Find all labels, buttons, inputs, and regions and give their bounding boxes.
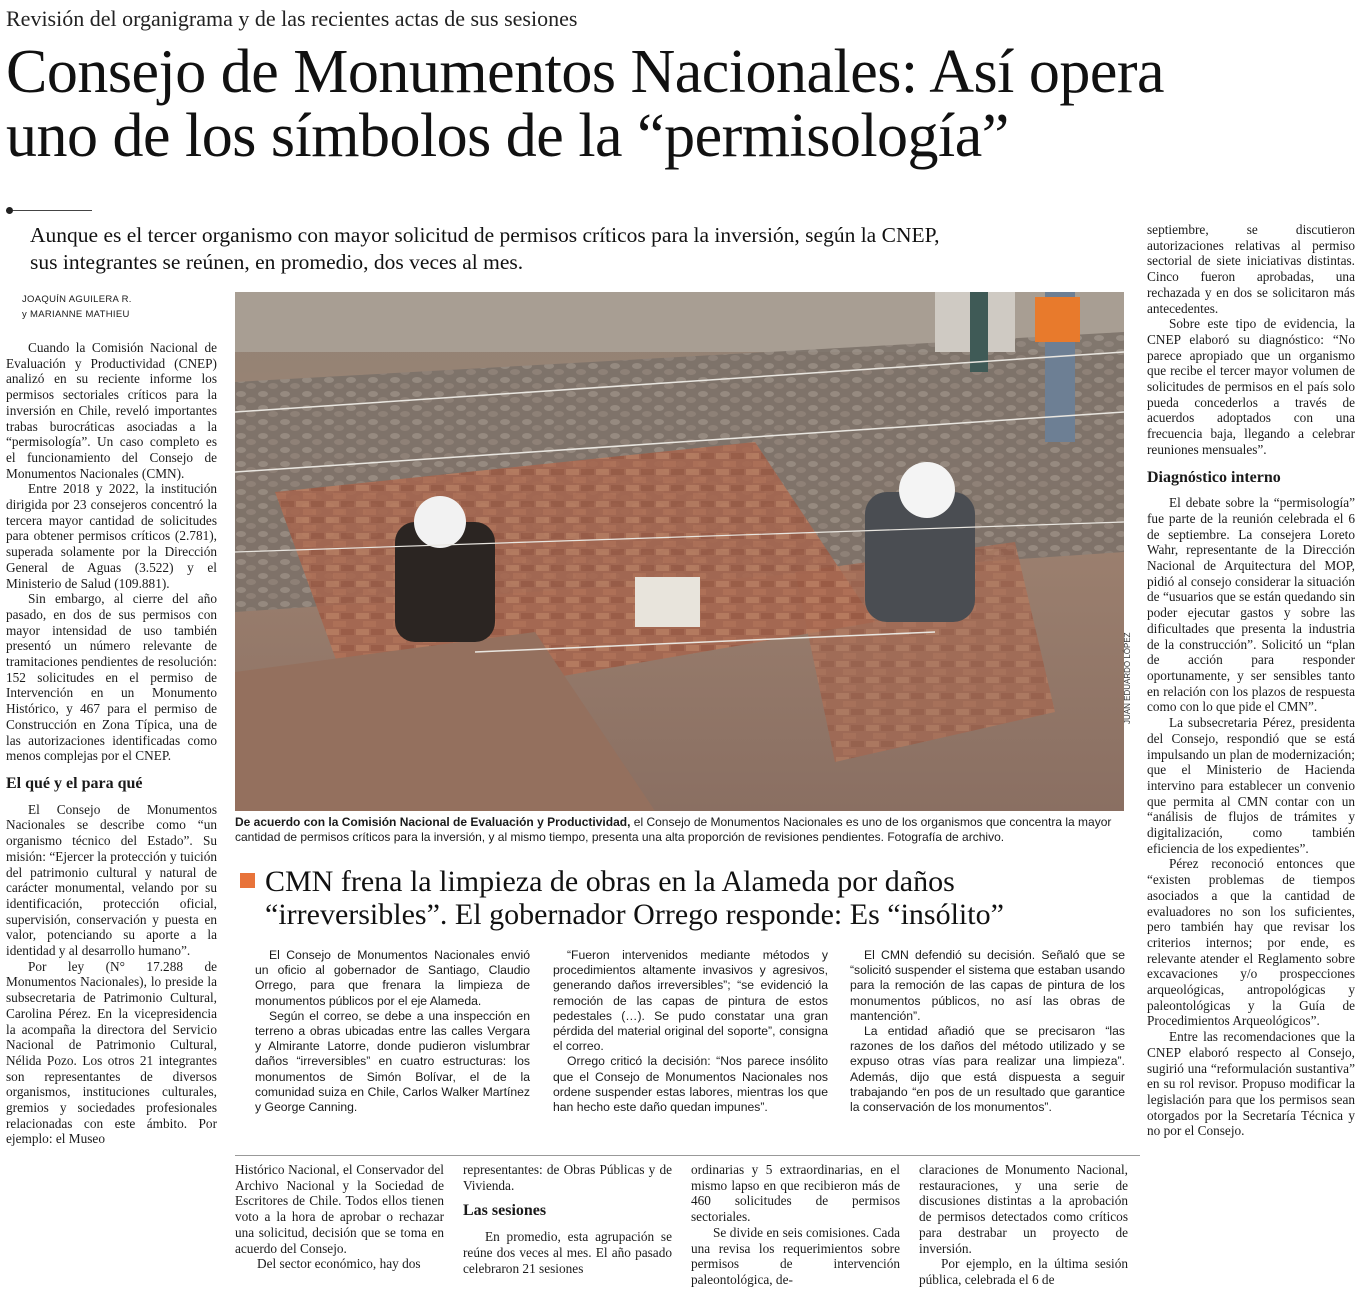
- paragraph: Histórico Nacional, el Conservador del Archivo Nacional y la Sociedad de Escritores de Chile. Todos ellos tienen voto a la hora de aprobar o rechazar una solicitud, decisión que se toma en acuerdo del Consejo.: [235, 1162, 444, 1256]
- paragraph: claraciones de Monumento Nacional, restauraciones, y una serie de discusiones distintas a la aprobación de permisos detectados como críticos para destrabar un proyecto de inversión.: [919, 1162, 1128, 1256]
- paragraph: ordinarias y 5 extraordinarias, en el mismo lapso en que recibieron más de 460 solicitudes de permisos sectoriales.: [691, 1162, 900, 1225]
- column-4-bottom: [691, 1162, 900, 1288]
- box-headline: [240, 865, 1140, 931]
- box-headline-line-1: [240, 865, 1140, 898]
- byline-author-2: y MARIANNE MATHIEU: [22, 309, 130, 320]
- excavation-photo-illustration: [235, 292, 1124, 811]
- subheadline: [30, 222, 1140, 276]
- paragraph: El debate sobre la “permisología” fue parte de la reunión celebrada el 6 de septiembre. La consejera Loreto Wahr, representante de la Dirección Nacional de Arquitectura del MOP, pidió al consejo considerar la situación de “usuarios que se están quedando sin poder ejecutar gastos y sobre las dificultades que presenta la industria de la construcción”. Solicitó un “plan de acción para responder oportunamente, y ser sensibles tanto en relación con los plazos de respuesta como con lo que pide el CMN”.: [1147, 495, 1355, 715]
- box-column-1: [255, 948, 530, 1115]
- photo-caption: [235, 815, 1140, 845]
- column-6: [1147, 222, 1355, 1139]
- caption-text: el Consejo de Monumentos Nacionales es uno de los organismos que concentra la mayor cantidad de permisos críticos para la inversión, y al mismo tiempo, presenta una alta proporción de revisiones pendientes. Fotografía de archivo.: [235, 815, 1112, 844]
- paragraph: Cuando la Comisión Nacional de Evaluación y Productividad (CNEP) analizó en su reciente informe los permisos sectoriales críticos para la inversión en Chile, reveló importantes trabas burocráticas asociadas a la “permisología”. Un caso completo es el funcionamiento del Consejo de Monumentos Nacionales (CMN).: [6, 340, 217, 481]
- paragraph: Según el correo, se debe a una inspección en terreno a obras ubicadas entre las calles Vergara y Almirante Latorre, donde pudieron vislumbrar daños “irreversibles” en cuatro estructuras: los monumentos de Simón Bolívar, el de la comunidad suiza en Chile, Carlos Walker Martínez y George Canning.: [255, 1008, 530, 1115]
- paragraph: Sobre este tipo de evidencia, la CNEP elaboró su diagnóstico: “No parece apropiado que un organismo que recibe el tercer mayor volumen de solicitudes de permisos en el país solo pueda concederlos a través de acuerdos adoptados con una frecuencia baja, llegando a celebrar reuniones mensuales”.: [1147, 316, 1355, 457]
- paragraph: La entidad añadió que se precisaron “las razones de los daños del método utilizado y se expuso otras vías para realizar una limpieza”. Además, dijo que está dispuesta a seguir trabajando “en pos de un resultado que garantice la conservación de los monumentos”.: [850, 1024, 1125, 1115]
- headline-line-2: uno de los símbolos de la “permisología”: [6, 102, 1009, 170]
- paragraph: Por ejemplo, en la última sesión pública, celebrada el 6 de: [919, 1256, 1128, 1287]
- subheadline-line-1: Aunque es el tercer organismo con mayor solicitud de permisos críticos para la inversión, según la CNEP,: [30, 223, 940, 247]
- article-photo: [235, 292, 1124, 811]
- decorative-rule: [6, 210, 92, 211]
- photo-credit: JUAN EDUARDO LÓPEZ: [1123, 632, 1132, 724]
- box-divider: [235, 1155, 1140, 1156]
- subhead-el-que: El qué y el para qué: [6, 774, 143, 792]
- paragraph: Entre 2018 y 2022, la institución dirigida por 23 consejeros concentró la tercera mayor cantidad de solicitudes para obtener permisos críticos (2.781), superada solamente por la Dirección General de Aguas (3.522) y el Ministerio de Salud (109.881).: [6, 481, 217, 591]
- caption-bold: De acuerdo con la Comisión Nacional de Evaluación y Productividad,: [235, 815, 631, 829]
- paragraph: Pérez reconoció entonces que “existen problemas de tiempos asociados a que la cantidad de evaluadores no son los suficientes, pero también hay que revisar los criterios internos; por ende, es relevante atender el Reglamento sobre excavaciones y/o prospecciones arqueológicas, antropológicas y paleontológicas y la Guía de Procedimientos Arqueológicos”.: [1147, 856, 1355, 1029]
- paragraph: Sin embargo, al cierre del año pasado, en dos de sus permisos con mayor intensidad de uso también presentó un número relevante de tramitaciones pendientes de resolución: 152 solicitudes en el permiso de Intervención en un Monumento Histórico, y 467 para el permiso de Construcción en Zona Típica, una de las autorizaciones identificadas como menos complejas por el CNEP.: [6, 591, 217, 764]
- column-2-bottom: [235, 1162, 444, 1272]
- column-1: [6, 340, 217, 1147]
- byline-author-1: JOAQUÍN AGUILERA R.: [22, 294, 132, 305]
- orange-square-icon: [240, 873, 255, 888]
- byline: [22, 292, 132, 322]
- paragraph: representantes: de Obras Públicas y de Vivienda.: [463, 1162, 672, 1193]
- paragraph: “Fueron intervenidos mediante métodos y procedimientos altamente invasivos y agresivos, generando daños irreversibles”; “se evidenció la remoción de las capas de pintura de estos pedestales (…). Se pudo constatar una gran pérdida del material original del soporte”, consigna el correo.: [553, 948, 828, 1054]
- kicker: Revisión del organigrama y de las recientes actas de sus sesiones: [6, 6, 578, 31]
- headline-line-1: Consejo de Monumentos Nacionales: Así opera: [6, 38, 1165, 106]
- paragraph: Entre las recomendaciones que la CNEP elaboró respecto al Consejo, sugirió una “reformulación sustantiva” en su rol revisor. Propuso modificar la legislación para que los permisos sean otorgados por la Secretaría Técnica y no por el Consejo.: [1147, 1029, 1355, 1139]
- box-headline-line-2: “irreversibles”. El gobernador Orrego responde: Es “insólito”: [265, 898, 1004, 931]
- column-5-bottom: [919, 1162, 1128, 1288]
- paragraph: Del sector económico, hay dos: [257, 1256, 421, 1272]
- headline: [6, 40, 1356, 168]
- paragraph: Orrego criticó la decisión: “Nos parece insólito que el Consejo de Monumentos Nacionales nos ordene suspender estas labores, mientras los que han hecho este daño quedan impunes”.: [553, 1054, 828, 1115]
- column-3-bottom: [463, 1162, 672, 1276]
- box-column-2: [553, 948, 828, 1115]
- paragraph: En promedio, esta agrupación se reúne dos veces al mes. El año pasado celebraron 21 sesiones: [463, 1229, 672, 1276]
- paragraph: septiembre, se discutieron autorizaciones relativas al permiso sectorial de siete iniciativas distintas. Cinco fueron aprobadas, una rechazada y en dos se solicitaron más antecedentes.: [1147, 222, 1355, 316]
- subhead-las-sesiones: Las sesiones: [463, 1202, 547, 1220]
- box-column-3: [850, 948, 1125, 1115]
- subheadline-line-2: sus integrantes se reúnen, en promedio, dos veces al mes.: [30, 250, 524, 274]
- subhead-diagnostico: Diagnóstico interno: [1147, 468, 1281, 486]
- box-headline-text-1: CMN frena la limpieza de obras en la Alameda por daños: [265, 865, 955, 898]
- paragraph: El Consejo de Monumentos Nacionales envió un oficio al gobernador de Santiago, Claudio Orrego, para que frenara la limpieza de monumentos públicos por el eje Alameda.: [255, 948, 530, 1008]
- paragraph: Se divide en seis comisiones. Cada una revisa los requerimientos sobre permisos de intervención paleontológica, de-: [691, 1224, 900, 1287]
- paragraph: El Consejo de Monumentos Nacionales se describe como “un organismo técnico del Estado”. Su misión: “Ejercer la protección y tuición del patrimonio cultural y natural de carácter monumental, velando por su identificación, protección oficial, supervisión, conservación y puesta en valor, potenciando su aporte a la identidad y al desarrollo humano”.: [6, 801, 217, 959]
- paragraph: La subsecretaria Pérez, presidenta del Consejo, respondió que se está impulsando un plan de modernización; que el Ministerio de Hacienda intervino para establecer un convenio que permita al CMN contar con un “análisis de flujos de trámites y digitalización, como también eficiencia de los expedientes”.: [1147, 715, 1355, 856]
- paragraph: El CMN defendió su decisión. Señaló que se “solicitó suspender el sistema que estaban usando para la remoción de las capas de pintura de los monumentos públicos, no así las obras de mantención”.: [850, 948, 1125, 1023]
- paragraph: Por ley (N° 17.288 de Monumentos Nacionales), lo preside la subsecretaria de Patrimonio Cultural, Carolina Pérez. En la vicepresidencia la acompaña la directora del Servicio Nacional de Patrimonio Cultural, Nélida Pozo. Los otros 21 integrantes son representantes de diversos organismos, instituciones culturales, gremios y sociedades profesionales relacionadas con este ámbito. Por ejemplo: el Museo: [6, 958, 217, 1147]
